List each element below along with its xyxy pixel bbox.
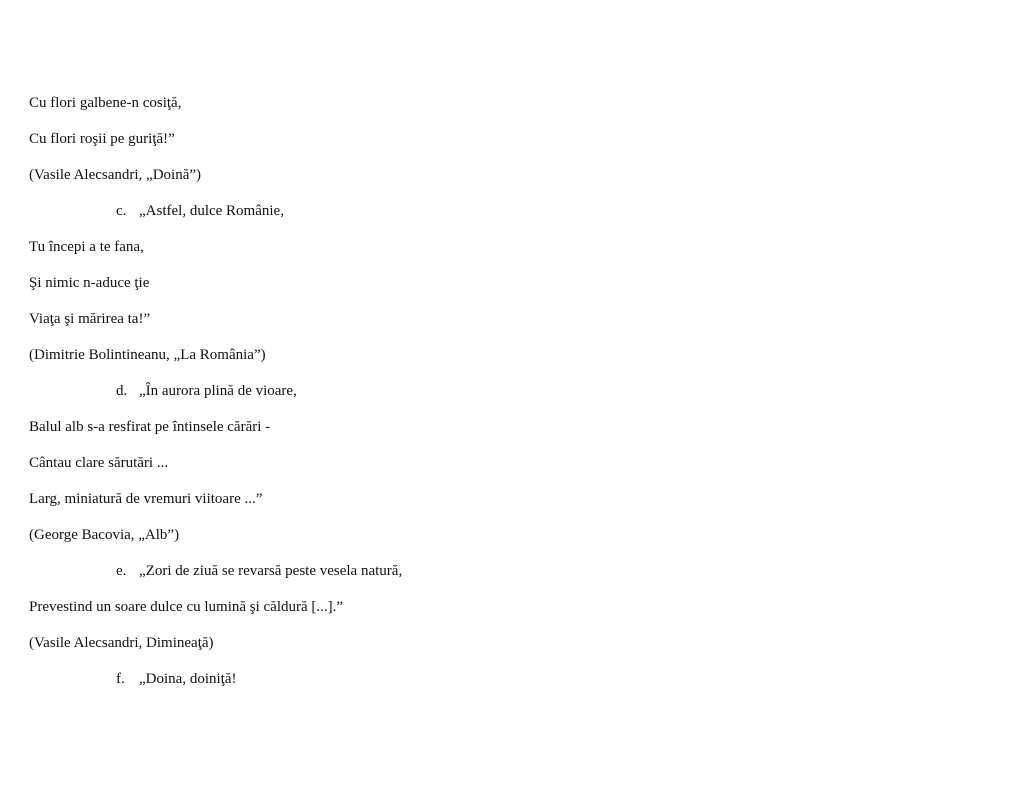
poem-line: Prevestind un soare dulce cu lumină şi căldură [...].” xyxy=(29,599,344,615)
list-marker: e. xyxy=(116,563,127,579)
poem-line: Şi nimic n-aduce ţie xyxy=(29,275,150,291)
poem-citation: (Vasile Alecsandri, „Doină”) xyxy=(29,167,202,183)
poem-line: „Zori de ziuă se revarsă peste vesela natură, xyxy=(139,563,403,579)
list-item-d xyxy=(116,382,297,400)
poem-line: Cu flori roşii pe guriţă!” xyxy=(29,131,175,147)
poem-line: Balul alb s-a resfirat pe întinsele cărări - xyxy=(29,419,271,435)
poem-citation: (Vasile Alecsandri, Dimineaţă) xyxy=(29,635,214,651)
poem-line: Cu flori galbene-n cosiţă, xyxy=(29,95,182,111)
list-marker: c. xyxy=(116,203,127,219)
poem-citation: (George Bacovia, „Alb”) xyxy=(29,527,180,543)
poem-line: „Astfel, dulce Românie, xyxy=(139,203,284,219)
list-item-c xyxy=(116,202,284,220)
poem-line: „Doina, doiniţă! xyxy=(139,671,237,687)
poem-line: Larg, miniatură de vremuri viitoare ...” xyxy=(29,491,263,507)
poem-line: Viaţa şi mărirea ta!” xyxy=(29,311,151,327)
poem-line: „În aurora plină de vioare, xyxy=(139,383,297,399)
list-item-e xyxy=(116,562,402,580)
poem-line: Tu începi a te fana, xyxy=(29,239,144,255)
poem-line: Cântau clare sărutări ... xyxy=(29,455,169,471)
list-marker: d. xyxy=(116,383,128,399)
poem-citation: (Dimitrie Bolintineanu, „La România”) xyxy=(29,347,266,363)
list-item-f xyxy=(116,670,236,688)
list-marker: f. xyxy=(116,671,125,687)
